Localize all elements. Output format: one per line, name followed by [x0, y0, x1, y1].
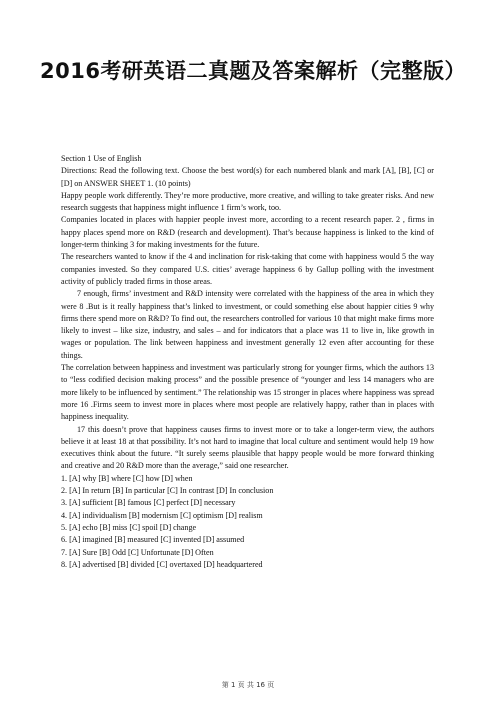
option-item: 5. [A] echo [B] miss [C] spoil [D] change: [61, 522, 197, 532]
option-item: 4. [A] individualism [B] modernism [C] optimism [D] realism: [61, 510, 263, 520]
paragraph: 7 enough, firms’ investment and R&D intensity were correlated with the happiness of the area in which they were 8 .But is it really happiness that’s linked to investment, or could something else about happier cities 9 why firms there spend more on R&D? To find out, the researchers controlled for various 10 that might make firms more likely to invest – like size, industry, and sales – and for indicators that a place was 11 to live in, like growth in wages or population. The link between happiness and investment generally 12 even after accounting for these things.: [61, 289, 434, 360]
directions: Directions: Read the following text. Choose the best word(s) for each numbered blank and mark [A], [B], [C] or [D] on ANSWER SHEET 1. (10 points): [61, 166, 434, 188]
option-item: 8. [A] advertised [B] divided [C] overtaxed [D] headquartered: [61, 559, 263, 569]
document-title: 2016考研英语二真题及答案解析（完整版）: [40, 59, 466, 83]
option-item: 3. [A] sufficient [B] famous [C] perfect [D] necessary: [61, 498, 236, 508]
option-item: 7. [A] Sure [B] Odd [C] Unfortunate [D] Often: [61, 547, 214, 557]
paragraph: 17 this doesn’t prove that happiness causes firms to invest more or to take a longer-term view, the authors believe it at least 18 at that possibility. It’s not hard to imagine that local culture and sentiment would help 19 how executives think about the future. “It surely seems plausible that happy people would be more forward thinking and creative and 20 R&D more than the average,” said one researcher.: [61, 424, 434, 471]
option-item: 1. [A] why [B] where [C] how [D] when: [61, 473, 193, 483]
paragraph: The researchers wanted to know if the 4 and inclination for risk-taking that come with happiness would 5 the way companies invested. So they compared U.S. cities’ average happiness 6 by Gallup polling with the investment activity of publicly traded firms in those areas.: [61, 252, 434, 286]
paragraph: Companies located in places with happier people invest more, according to a recent research paper. 2 , firms in happy places spend more on R&D (research and development). That’s because happiness is linked to the kind of longer-term thinking 3 for making investments for the future.: [61, 215, 434, 250]
option-item: 2. [A] In return [B] In particular [C] In contrast [D] In conclusion: [61, 486, 274, 496]
options-list: [61, 473, 434, 571]
option-item: 6. [A] imagined [B] measured [C] invented [D] assumed: [61, 535, 245, 545]
document-body: [61, 153, 434, 571]
paragraph: Happy people work differently. They’re more productive, more creative, and willing to take greater risks. And new research suggests that happiness might influence 1 firm’s work, too.: [61, 190, 434, 213]
page-footer: 第 1 页 共 16 页: [221, 681, 275, 689]
paragraph: The correlation between happiness and investment was particularly strong for younger firms, which the authors 13 to “less codified decision making process” and the possible presence of “younger and less 14 managers who are more likely to be influenced by sentiment.” The relationship was 15 stronger in places where happiness was spread more 16 .Firms seem to invest more in places where most people are relatively happy, rather than in places with happiness inequality.: [61, 363, 434, 422]
section-heading: Section 1 Use of English: [61, 154, 142, 163]
